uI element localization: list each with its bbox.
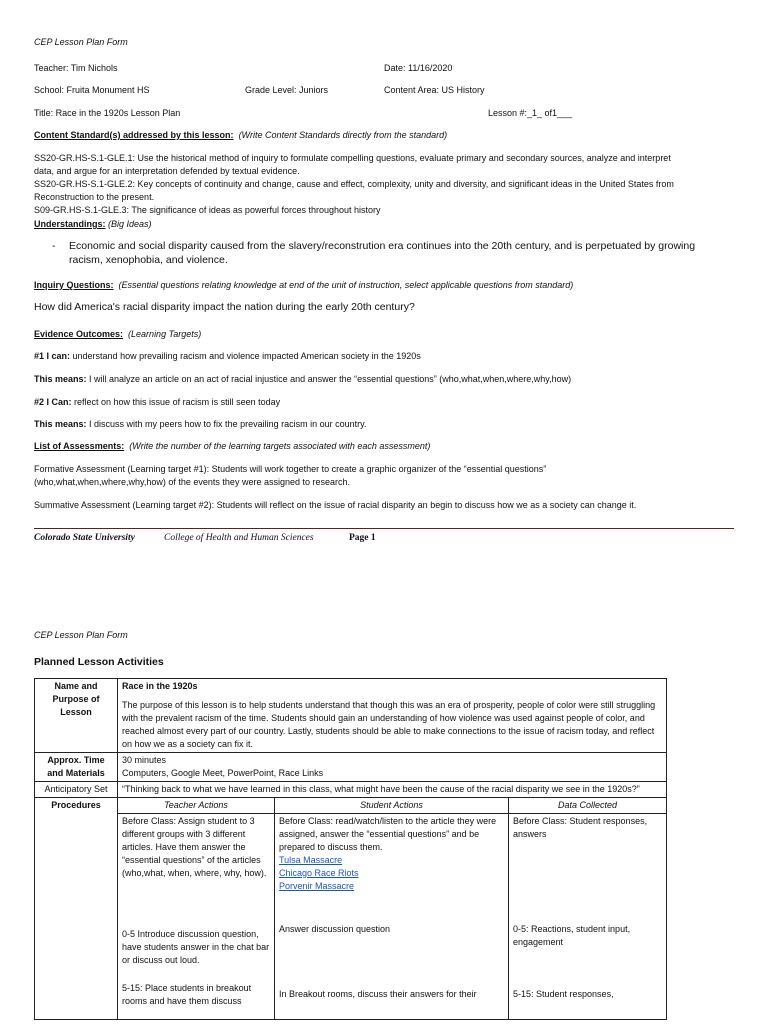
table-row (35, 753, 667, 782)
teacher-actions-header: Teacher Actions (118, 798, 275, 814)
lesson-activities-table (34, 678, 667, 1020)
inquiry-heading (34, 279, 573, 292)
teacher-0-5: 0-5 Introduce discussion question, have students answer in the chat bar or discuss out loud. (118, 922, 275, 981)
content-standards-heading (34, 129, 447, 142)
footer-divider (34, 528, 734, 529)
content-area-field: Content Area: US History (384, 85, 485, 95)
understandings-label: Understandings: (34, 219, 106, 229)
approx-time: 30 minutes (122, 755, 167, 765)
evidence-heading (34, 328, 201, 341)
meaning-1-label: This means: (34, 374, 87, 384)
teacher-before-class: Before Class: Assign student to 3 different groups with 3 different articles. Have them answer the “essential questions” of the articles (who,what, when, where, why, how). (118, 814, 275, 923)
standard-line: SS20-GR.HS-S.1-GLE.2: Key concepts of continuity and change, cause and effect, complexity, unity and diversity, and significant ideas in the United States from (34, 179, 674, 189)
target-1 (34, 350, 421, 363)
target-1-text: understand how prevailing racism and violence impacted American society in the 1920s (70, 351, 421, 361)
lesson-number-field: Lesson #:_1_ of1___ (488, 108, 573, 118)
evidence-note: (Learning Targets) (128, 329, 202, 339)
link-tulsa-massacre[interactable]: Tulsa Massacre (279, 855, 343, 865)
table-row (35, 782, 667, 798)
anticipatory-set-label: Anticipatory Set (35, 782, 118, 798)
student-before-text: Before Class: read/watch/listen to the article they were assigned, answer the “essential questions” and be prepared to discuss them. (279, 816, 497, 852)
inquiry-note: (Essential questions relating knowledge at end of the unit of instruction, select applicable questions from standard) (118, 280, 574, 290)
inquiry-question: How did America's racial disparity impact the nation during the early 20th century? (34, 301, 415, 313)
formative-line: (who,what,when,where,why,how) of the events they were assigned to research. (34, 477, 350, 487)
planned-activities-heading: Planned Lesson Activities (34, 656, 164, 668)
time-materials-cell (118, 753, 667, 782)
student-actions-header: Student Actions (275, 798, 509, 814)
table-row (35, 922, 667, 981)
table-row (35, 679, 667, 753)
name-purpose-cell (118, 679, 667, 753)
footer-college: College of Health and Human Sciences (164, 533, 314, 543)
meaning-2-text: I discuss with my peers how to fix the prevailing racism in our country. (86, 419, 367, 429)
form-title-page2: CEP Lesson Plan Form (34, 630, 128, 640)
standard-line: SS20-GR.HS-S.1-GLE.1: Use the historical method of inquiry to formulate compelling questions, evaluate primary and secondary sources, analyze and interpret (34, 153, 671, 163)
target-2-text: reflect on how this issue of racism is still seen today (71, 397, 281, 407)
data-before-class: Before Class: Student responses, answers (509, 814, 667, 923)
meaning-1-text: I will analyze an article on an act of racial injustice and answer the “essential questions” (who,what,when,where,why,how) (86, 374, 572, 384)
understanding-text (69, 239, 734, 267)
standards-list (34, 152, 734, 217)
table-row (35, 981, 667, 1020)
grade-field: Grade Level: Juniors (245, 85, 329, 95)
lesson-purpose: The purpose of this lesson is to help students understand that though this was an era of prosperity, people of color were still struggling with the prevalent racism of the time. Students should gain an understanding of how violence was used against people of color, and reached almost every part of our country. Lastly, students should be able to make connections to the issue of racism today, and reflect on how we as a society can fix it. (122, 700, 656, 749)
data-0-5: 0-5: Reactions, student input, engagement (509, 922, 667, 981)
understanding-line: racism, xenophobia, and violence. (69, 254, 228, 266)
meaning-1 (34, 373, 571, 386)
anticipatory-set-text: “Thinking back to what we have learned in this class, what might have been the cause of the racial disparity we see in the 1920s?” (118, 782, 667, 798)
meaning-2 (34, 418, 366, 431)
footer-university: Colorado State University (34, 533, 135, 543)
title-field: Title: Race in the 1920s Lesson Plan (34, 108, 181, 118)
footer-page-number: Page 1 (349, 533, 376, 543)
content-standards-label: Content Standard(s) addressed by this lesson: (34, 130, 234, 140)
student-0-5: Answer discussion question (275, 922, 509, 981)
meaning-2-label: This means: (34, 419, 87, 429)
target-2-label: #2 I Can: (34, 397, 72, 407)
date-field: Date: 11/16/2020 (384, 63, 453, 73)
assessments-label: List of Assessments: (34, 441, 125, 451)
link-chicago-race-riots[interactable]: Chicago Race Riots (279, 868, 359, 878)
evidence-label: Evidence Outcomes: (34, 329, 124, 339)
assessments-note: (Write the number of the learning targets associated with each assessment) (129, 441, 431, 451)
data-5-15: 5-15: Student responses, (509, 981, 667, 1020)
time-materials-label: Approx. Time and Materials (35, 753, 118, 782)
school-field: School: Fruita Monument HS (34, 85, 150, 95)
understandings-note: (Big Ideas) (108, 219, 152, 229)
summative-assessment: Summative Assessment (Learning target #2): Students will reflect on the issue of racial disparity an begin to discuss how we as a society can change it. (34, 500, 637, 510)
standard-line: Reconstruction to the present. (34, 192, 155, 202)
target-1-label: #1 I can: (34, 351, 71, 361)
understanding-bullet: - (52, 240, 56, 252)
teacher-field: Teacher: Tim Nichols (34, 63, 118, 73)
target-2 (34, 396, 280, 409)
inquiry-label: Inquiry Questions: (34, 280, 114, 290)
materials: Computers, Google Meet, PowerPoint, Race Links (122, 768, 324, 778)
form-title: CEP Lesson Plan Form (34, 37, 128, 47)
link-porvenir-massacre[interactable]: Porvenir Massacre (279, 881, 355, 891)
lesson-name: Race in the 1920s (122, 681, 198, 691)
table-row (35, 814, 667, 923)
understanding-line: Economic and social disparity caused from the slavery/reconstrution era continues into the 20th century, and is perpetuated by growing (69, 240, 696, 252)
data-collected-header: Data Collected (509, 798, 667, 814)
understandings-heading (34, 218, 152, 231)
formative-assessment (34, 463, 546, 489)
table-row (35, 798, 667, 814)
teacher-5-15: 5-15: Place students in breakout rooms and have them discuss (118, 981, 275, 1020)
procedures-label: Procedures (35, 798, 118, 1020)
formative-line: Formative Assessment (Learning target #1): Students will work together to create a graphic organizer of the “essential questions” (34, 464, 547, 474)
standard-line: S09-GR.HS-S.1-GLE.3: The significance of ideas as powerful forces throughout history (34, 205, 381, 215)
content-standards-note: (Write Content Standards directly from the standard) (238, 130, 448, 140)
assessments-heading (34, 440, 430, 453)
standard-line: data, and argue for an interpretation defended by textual evidence. (34, 166, 300, 176)
name-purpose-label: Name and Purpose of Lesson (35, 679, 118, 753)
student-5-15: In Breakout rooms, discuss their answers for their (275, 981, 509, 1020)
student-before-class (275, 814, 509, 923)
